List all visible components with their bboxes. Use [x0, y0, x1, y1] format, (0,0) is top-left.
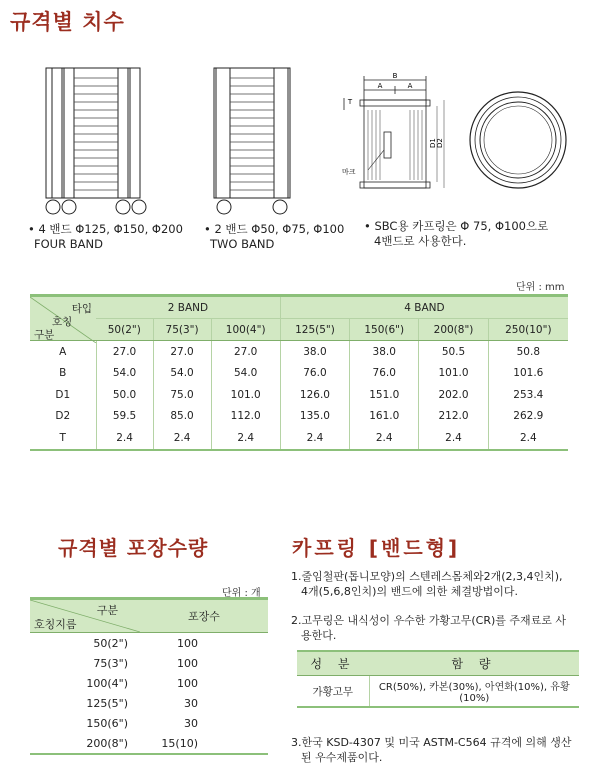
table-row [30, 693, 268, 713]
pack-qty: 100 [177, 636, 198, 650]
pack-size: 150(6") [86, 716, 128, 730]
dim-label-t: T [347, 98, 353, 106]
dim-label-a2: A [407, 82, 413, 90]
pack-size: 75(3") [93, 656, 128, 670]
row-label: D2 [55, 410, 71, 423]
row-label: B [59, 367, 67, 380]
material-table [297, 650, 579, 708]
pack-header-hose: 호칭지름 [34, 618, 77, 631]
pack-table-unit: 단위 : 개 [222, 588, 261, 599]
table-row [30, 363, 568, 385]
dim-label-d1: D1 [429, 138, 437, 148]
header-hose-label: 호칭 [52, 316, 73, 328]
pack-header-qty: 포장수 [140, 599, 268, 633]
four-band-coupling-drawing [40, 64, 170, 218]
cell: 2.4 [419, 427, 488, 450]
table-row [30, 341, 568, 363]
material-row-label: 가황고무 [297, 676, 369, 708]
size-header: 125(5") [280, 319, 349, 341]
pack-qty: 100 [177, 656, 198, 670]
cell: 54.0 [96, 363, 153, 385]
pack-qty: 100 [177, 676, 198, 690]
cell: 135.0 [280, 406, 349, 428]
table-row [30, 384, 568, 406]
cell: 2.4 [488, 427, 568, 450]
cell: 76.0 [350, 363, 419, 385]
table-row [30, 633, 268, 654]
table-row [30, 733, 268, 754]
size-header: 250(10") [488, 319, 568, 341]
cell: 101.0 [419, 363, 488, 385]
section-title-packaging: 규격별 포장수량 [58, 536, 209, 560]
cell: 202.0 [419, 384, 488, 406]
table-row [30, 406, 568, 428]
header-2band: 2 BAND [96, 296, 280, 319]
size-header: 100(4") [211, 319, 280, 341]
cell: 59.5 [96, 406, 153, 428]
mark-label: 마크 [342, 168, 356, 176]
cell: 151.0 [350, 384, 419, 406]
header-type-label: 타입 [71, 303, 92, 315]
pack-size: 50(2") [93, 636, 128, 650]
pack-size: 200(8") [30, 733, 140, 754]
cell: 101.0 [211, 384, 280, 406]
cell: 27.0 [211, 341, 280, 363]
two-band-coupling-drawing [208, 64, 298, 218]
packaging-table [30, 597, 268, 755]
cell: 38.0 [350, 341, 419, 363]
cell: 212.0 [419, 406, 488, 428]
row-label: A [59, 345, 67, 358]
caption-sbc: • SBC용 카프링은 Φ 75, Φ100으로 4밴드로 사용한다. [364, 219, 549, 248]
cell: 262.9 [488, 406, 568, 428]
table-row [30, 653, 268, 673]
cell: 54.0 [211, 363, 280, 385]
cell: 27.0 [153, 341, 211, 363]
pack-corner [30, 599, 140, 633]
material-header-comp: 성 분 [297, 651, 369, 676]
dim-label-b: B [392, 72, 398, 80]
caption-two-band: • 2 밴드 Φ50, Φ75, Φ100 TWO BAND [204, 222, 345, 251]
cell: 76.0 [280, 363, 349, 385]
cell: 101.6 [488, 363, 568, 385]
row-label: T [30, 427, 96, 450]
note-3: 3.한국 KSD-4307 및 미국 ASTM-C564 규격에 의해 생산 된 우수제품이다. [291, 736, 572, 764]
cell: 253.4 [488, 384, 568, 406]
note-2: 2.고무링은 내식성이 우수한 가황고무(CR)를 주재료로 사 용한다. [291, 614, 567, 642]
dim-table-corner [30, 296, 96, 341]
header-div-label: 구분 [34, 329, 55, 341]
cell: 2.4 [96, 427, 153, 450]
cell: 2.4 [211, 427, 280, 450]
cell: 54.0 [153, 363, 211, 385]
cell: 2.4 [153, 427, 211, 450]
dim-label-d2: D2 [436, 138, 444, 148]
pack-qty: 15(10) [140, 733, 268, 754]
cell: 50.5 [419, 341, 488, 363]
cell: 75.0 [153, 384, 211, 406]
pack-size: 125(5") [86, 696, 128, 710]
pack-size: 100(4") [86, 676, 128, 690]
header-4band: 4 BAND [280, 296, 568, 319]
material-row-value: CR(50%), 카본(30%), 아연화(10%), 유황(10%) [369, 676, 579, 708]
dimension-table [30, 294, 568, 451]
table-row [30, 713, 268, 733]
cell: 85.0 [153, 406, 211, 428]
pack-qty: 30 [184, 716, 198, 730]
cell: 2.4 [350, 427, 419, 450]
dim-label-a1: A [377, 82, 383, 90]
section-title-dimensions: 규격별 치수 [10, 10, 125, 34]
cell: 50.0 [96, 384, 153, 406]
cell: 50.8 [488, 341, 568, 363]
cell: 2.4 [280, 427, 349, 450]
size-header: 75(3") [153, 319, 211, 341]
size-header: 50(2") [96, 319, 153, 341]
note-1: 1.줄임철판(톱니모양)의 스텐레스몸체와2개(2,3,4인치), 4개(5,6,8인치)의 밴드에 의한 체결방법이다. [291, 570, 563, 598]
table-row [30, 673, 268, 693]
dim-table-unit: 단위 : mm [516, 282, 565, 293]
cell: 27.0 [96, 341, 153, 363]
coupling-end-view-drawing [466, 88, 570, 196]
material-header-content: 함 량 [369, 651, 579, 676]
size-header: 150(6") [350, 319, 419, 341]
sbc-coupling-section-drawing [340, 70, 452, 200]
row-label: D1 [55, 388, 71, 401]
cell: 112.0 [211, 406, 280, 428]
table-row [297, 676, 579, 708]
pack-header-div: 구분 [96, 604, 118, 617]
cell: 38.0 [280, 341, 349, 363]
section-title-coupling: 카프링 [밴드형] [292, 536, 461, 560]
pack-qty: 30 [184, 696, 198, 710]
cell: 161.0 [350, 406, 419, 428]
caption-four-band: • 4 밴드 Φ125, Φ150, Φ200 FOUR BAND [28, 222, 183, 251]
table-row [30, 427, 568, 450]
cell: 126.0 [280, 384, 349, 406]
size-header: 200(8") [419, 319, 488, 341]
